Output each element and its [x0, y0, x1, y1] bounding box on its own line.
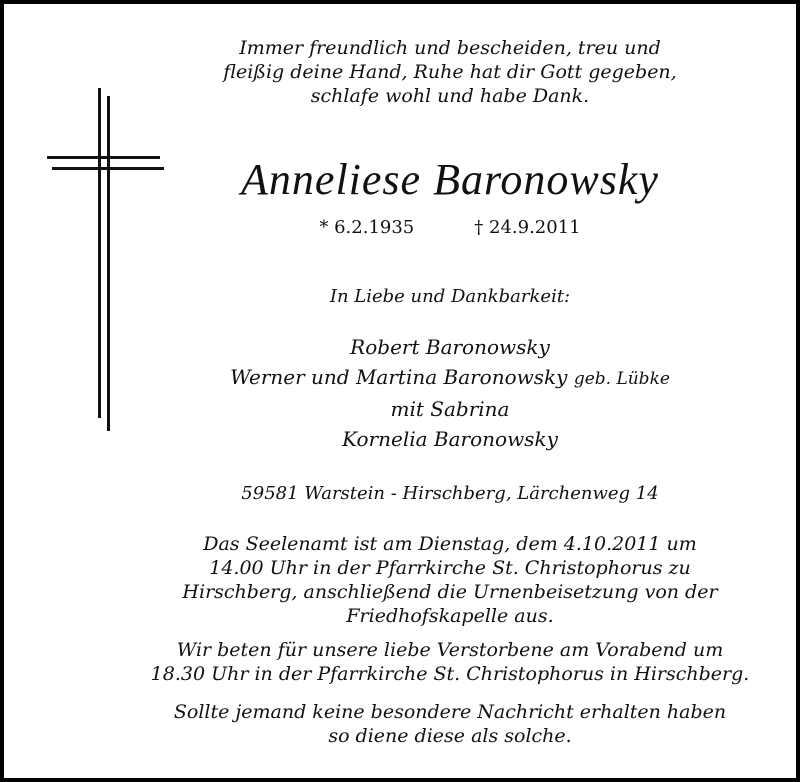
motto-line: schlafe wohl und habe Dank.: [310, 85, 590, 107]
family-address: 59581 Warstein - Hirschberg, Lärchenweg 14: [241, 483, 659, 504]
prayer-line: Wir beten für unsere liebe Verstorbene am Vorabend um: [176, 639, 724, 661]
cross-vertical-bar: [98, 88, 101, 418]
motto-line: Immer freundlich und bescheiden, treu und: [239, 37, 661, 59]
birth-date: * 6.2.1935: [319, 217, 415, 238]
mourner-name: Kornelia Baronowsky: [342, 427, 558, 451]
prayer-announcement: [140, 638, 760, 686]
service-line: Hirschberg, anschließend die Urnenbeisetzung von der: [182, 581, 718, 603]
mourners-intro: In Liebe und Dankbarkeit:: [329, 286, 571, 307]
cross-vertical-bar: [107, 96, 110, 431]
service-announcement: [140, 532, 760, 628]
prayer-line: 18.30 Uhr in der Pfarrkirche St. Christophorus in Hirschberg.: [150, 663, 750, 685]
life-dates: [150, 216, 750, 240]
death-date: † 24.9.2011: [474, 217, 581, 238]
mourner-name: Robert Baronowsky: [350, 335, 550, 359]
mourner-name: Werner und Martina Baronowsky: [230, 365, 568, 389]
service-line: Das Seelenamt ist am Dienstag, dem 4.10.2011 um: [203, 533, 697, 555]
mourner-name-row: [150, 362, 750, 394]
closing-line: Sollte jemand keine besondere Nachricht erhalten haben: [173, 701, 727, 723]
mourner-name: mit Sabrina: [390, 397, 510, 421]
closing-line: so diene diese als solche.: [328, 725, 572, 747]
service-line: Friedhofskapelle aus.: [346, 605, 554, 627]
closing-note: [140, 700, 760, 748]
motto-verse: [150, 36, 750, 108]
mourners-list: [150, 332, 750, 454]
deceased-name: Anneliese Baronowsky: [241, 155, 659, 204]
birth-name-note: geb. Lübke: [573, 369, 670, 389]
service-line: 14.00 Uhr in der Pfarrkirche St. Christophorus zu: [209, 557, 691, 579]
motto-line: fleißig deine Hand, Ruhe hat dir Gott gegeben,: [223, 61, 677, 83]
